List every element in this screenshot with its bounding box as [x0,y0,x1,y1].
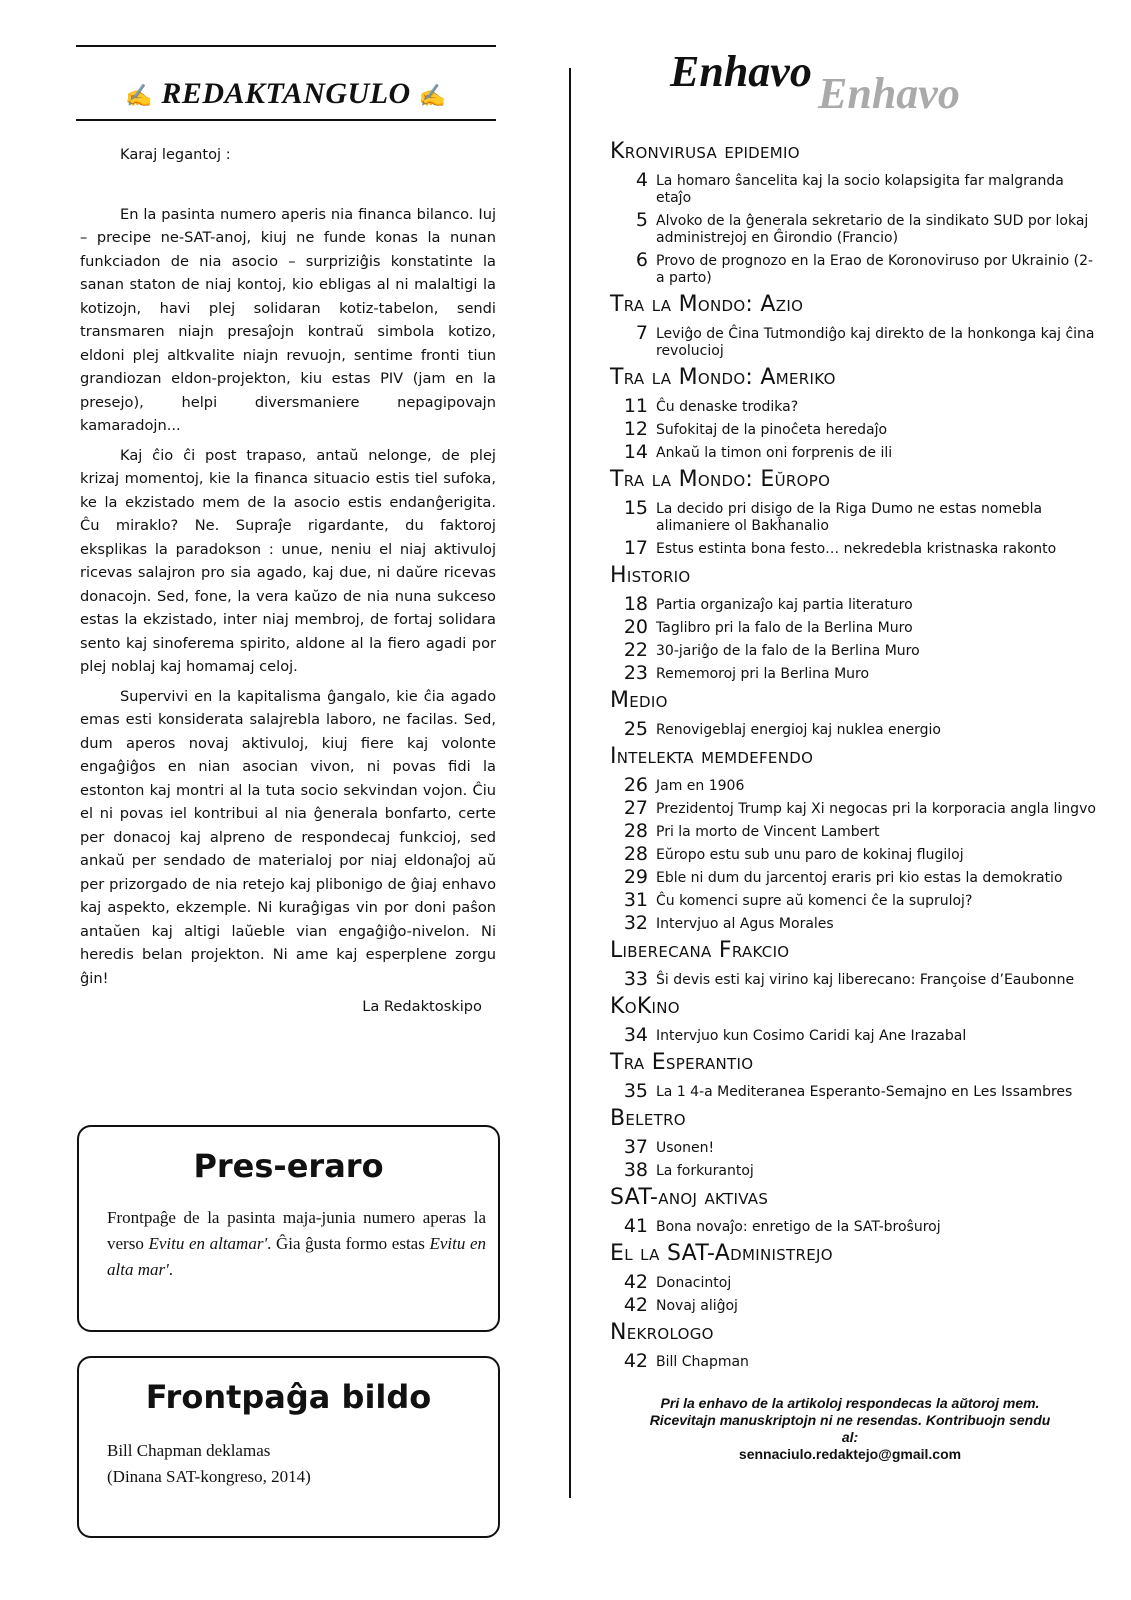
toc-section-title: KoKino [610,994,680,1019]
toc-page-number: 17 [623,537,648,559]
toc-entry[interactable] [610,251,1100,287]
erratum-text-part: . Ĝia ĝusta formo estas [267,1234,430,1253]
toc-footnote [610,1395,1100,1463]
toc-entry[interactable] [610,1296,1100,1315]
toc-entry[interactable] [610,1352,1100,1371]
toc-entry[interactable] [610,664,1100,683]
toc-entry-title: La forkurantoj [656,1163,754,1179]
toc-entry-title: La decido pri disigo de la Riga Dumo ne estas nomebla alimaniere ol Bakĥanalio [656,501,1043,534]
toc-entry[interactable] [610,211,1100,247]
toc-section-title: Medio [610,688,668,713]
toc-page-number: 38 [623,1159,648,1181]
toc-entry-title: Intervjuo kun Cosimo Caridi kaj Ane Irazabal [656,1028,967,1044]
toc-page-number: 23 [623,662,648,684]
editorial-paragraph: Kaj ĉio ĉi post trapaso, antaŭ nelonge, de plej krizaj momentoj, kie la financa situacio estis tiel sufoka, ke la ekzistado mem de la asocio estis endanĝerigita. Ĉu miraklo? Ne. Supraĵe rigardante, du faktoroj eksplikas la paradokson : unue, neniu el niaj aktivuloj ricevas salajron pro sia agado, kaj due, ni daŭre ricevas donacojn. Sed, fone, la vera kaŭzo de nia nuna sukceso estas la ekzistado, inter niaj membroj, de fortaj solidara sento kaj sinoferema spirito, aldone al la fiero agadi por plej noblaj kaj homamaj celoj. [80,446,496,675]
toc-section-title: Tra la Mondo: Ameriko [610,365,836,390]
toc-list [610,137,1100,1371]
toc-page-number: 34 [623,1024,648,1046]
editorial-paragraph: Supervivi en la kapitalisma ĝangalo, kie ĉia agado emas esti konsiderata salajrebla laboro, ne facilas. Sed, dum aperos novaj aktivuloj, kiuj fiere kaj volonte engaĝiĝos en nian asocian vivon, ni povas fidi la estonton kaj montri al la tuta socio sekvindan vojon. Ĉiu el ni povas iel kontribui al nia ĝenerala bonfarto, certe per donacoj kaj alpreno de respondecaj funkcioj, sed ankaŭ per sendado de materialoj por niaj eldonaĵoj aŭ per prizorgado de nia retejo kaj plibonigo de ĝiaj enhavo kaj aspekto, ekzemple. Ni kuraĝigas vin por doni paŝon antaŭen kaj altigi laŭeble vian engaĝiĝo-nivelon. Ni heredis belan projekton. Ni ame kaj esperplene zorgu ĝin! [80,687,496,987]
toc-entry-title: Bill Chapman [656,1354,749,1370]
toc-entry-title: Eŭropo estu sub unu paro de kokinaj flugiloj [656,847,964,863]
erratum-box [77,1125,500,1332]
toc-entry[interactable] [610,595,1100,614]
toc-entry-title: Estus estinta bona festo… nekredebla kristnaska rakonto [656,541,1057,557]
toc-page-number: 32 [623,912,648,934]
toc-page-number: 25 [623,718,648,740]
toc-entry[interactable] [610,618,1100,637]
toc-page-number: 28 [623,820,648,842]
toc-page-number: 29 [623,866,648,888]
toc-entry-title: Rememoroj pri la Berlina Muro [656,666,870,682]
toc-entry[interactable] [610,420,1100,439]
toc-entry[interactable] [610,891,1100,910]
toc-page-number: 22 [623,639,648,661]
toc-entry-title: La homaro ŝancelita kaj la socio kolapsigita far malgranda etaĵo [656,173,1064,206]
toc-page-number: 42 [623,1271,648,1293]
toc-entry[interactable] [610,1217,1100,1236]
cover-title: Frontpaĝa bildo [145,1378,432,1416]
toc-page-number: 26 [623,774,648,796]
toc-entry[interactable] [610,845,1100,864]
toc-entry[interactable] [610,443,1100,462]
editorial-greeting: Karaj legantoj : [120,146,231,163]
toc-entry-title: Taglibro pri la falo de la Berlina Muro [656,620,913,636]
toc-section-title: Tra la Mondo: Eŭropo [610,467,831,492]
cover-caption [107,1438,486,1490]
toc-section-title: Tra la Mondo: Azio [610,292,804,317]
toc-entry[interactable] [610,1026,1100,1045]
toc-entry-title: 30-jariĝo de la falo de la Berlina Muro [656,643,920,659]
editorial-title-text: REDAKTANGULO [161,77,411,110]
toc-page-number: 31 [623,889,648,911]
toc-heading [610,40,1100,135]
toc-entry-title: Leviĝo de Ĉina Tutmondiĝo kaj direkto de la honkonga kaj ĉina revolucioj [656,326,1095,359]
toc-page-number: 33 [623,968,648,990]
toc-entry-title: Bona novaĵo: enretigo de la SAT-broŝuroj [656,1219,941,1235]
toc-page-number: 28 [623,843,648,865]
erratum-text [107,1205,486,1283]
top-rule [76,45,496,47]
toc-page-number: 18 [623,593,648,615]
toc-entry[interactable] [610,1082,1100,1101]
toc-entry-title: Partia organizaĵo kaj partia literaturo [656,597,913,613]
toc-entry[interactable] [610,499,1100,535]
toc-entry[interactable] [610,970,1100,989]
toc-entry[interactable] [610,641,1100,660]
writing-hand-icon-right: ✍ [418,83,447,109]
toc-heading-text: Enhavo [670,47,812,96]
toc-section-title: Nekrologo [610,1320,714,1345]
toc-entry[interactable] [610,822,1100,841]
toc-page-number: 7 [635,322,648,344]
toc-entry-title: Usonen! [656,1140,715,1156]
toc-page-number: 6 [635,249,648,271]
toc-page-number: 11 [623,395,648,417]
toc-entry-title: Intervjuo al Agus Morales [656,916,834,932]
toc-column [610,40,1100,1463]
toc-section-title: Beletro [610,1106,686,1131]
toc-entry[interactable] [610,720,1100,739]
toc-entry[interactable] [610,776,1100,795]
toc-section-title: Kronvirusa epidemio [610,139,800,164]
toc-entry-title: Novaj aliĝoj [656,1298,738,1314]
toc-entry-title: Eble ni dum du jarcentoj eraris pri kio estas la demokratio [656,870,1063,886]
toc-page-number: 4 [635,169,648,191]
cover-line: (Dinana SAT-kongreso, 2014) [107,1467,311,1486]
footnote-text: Pri la enhavo de la artikoloj respondecas la aŭtoroj mem. Ricevitajn manuskriptojn ni ne resendas. Kontribuojn sendu al: [649,1395,1051,1445]
toc-page-number: 42 [623,1294,648,1316]
cover-line: Bill Chapman deklamas [107,1441,271,1460]
editorial-title [76,77,496,111]
toc-page-number: 42 [623,1350,648,1372]
toc-page-number: 35 [623,1080,648,1102]
column-divider [569,68,571,1498]
toc-section-title: Tra Esperantio [610,1050,754,1075]
editorial-signature: La Redaktoskipo [362,998,482,1015]
toc-entry-title: Donacintoj [656,1275,732,1291]
toc-entry[interactable] [610,799,1100,818]
toc-entry[interactable] [610,324,1100,360]
toc-page-number: 14 [623,441,648,463]
writing-hand-icon: ✍ [125,83,154,109]
toc-entry[interactable] [610,1273,1100,1292]
title-rule [76,119,496,121]
toc-section-title: SAT-anoj aktivas [610,1185,769,1210]
toc-section-title: Liberecana Frakcio [610,938,790,963]
toc-page-number: 12 [623,418,648,440]
erratum-wrong: Evitu en altamar' [148,1234,268,1253]
toc-section-title: Historio [610,563,691,588]
toc-page-number: 37 [623,1136,648,1158]
toc-entry-title: Provo de prognozo en la Erao de Koronoviruso por Ukrainio (2-a parto) [656,253,1094,286]
editorial-body [76,143,496,990]
contact-email[interactable]: sennaciulo.redaktejo@gmail.com [738,1446,962,1462]
toc-page-number: 5 [635,209,648,231]
toc-entry-title: Ĉu komenci supre aŭ komenci ĉe la supruloj? [656,893,973,909]
toc-section-title: El la SAT-Administrejo [610,1241,833,1266]
erratum-text-part: . [168,1260,173,1279]
toc-entry-title: Renovigeblaj energioj kaj nuklea energio [656,722,941,738]
toc-entry-title: Ĉu denaske trodika? [656,399,799,415]
toc-page-number: 15 [623,497,648,519]
toc-entry-title: Jam en 1906 [656,778,745,794]
toc-section-title: Intelekta memdefendo [610,744,814,769]
erratum-title: Pres-eraro [193,1147,384,1185]
toc-entry[interactable] [610,539,1100,558]
toc-entry-title: Ankaŭ la timon oni forprenis de ili [656,445,893,461]
erratum-right: Evitu en alta mar' [107,1234,487,1279]
toc-page-number: 20 [623,616,648,638]
toc-entry[interactable] [610,397,1100,416]
toc-entry[interactable] [610,868,1100,887]
toc-entry-title: Sufokitaj de la pinoĉeta heredaĵo [656,422,888,438]
toc-entry[interactable] [610,1138,1100,1157]
toc-entry[interactable] [610,914,1100,933]
erratum-text-part: Frontpaĝe de la pasinta maja-junia numero aperas la verso [107,1208,486,1253]
editorial-paragraph: En la pasinta numero aperis nia financa bilanco. Iuj – precipe ne-SAT-anoj, kiuj ne funde konas la nunan funkciadon de nia asocio – surpriziĝis konstatinte la sanan staton de niaj kontoj, kio ebligas al ni malaltigi la kotizojn, havi plej solidaran kotiz-tabelon, sendi transmaren niajn presaĵojn kontraŭ simbola kotizo, eldoni plej altkvalite niajn revuojn, sentime fronti tiun grandiozan eldon-projekton, kiu estas PIV (jam en la presejo), helpi diversmaniere nepagipovajn kamaradojn... [80,205,496,434]
toc-entry[interactable] [610,1161,1100,1180]
toc-entry-title: Ŝi devis esti kaj virino kaj liberecano: Françoise d’Eaubonne [656,972,1075,988]
toc-page-number: 27 [623,797,648,819]
editorial-column [76,45,496,1015]
toc-entry[interactable] [610,171,1100,207]
toc-heading-shadow: Enhavo [818,69,960,118]
toc-page-number: 41 [623,1215,648,1237]
toc-entry-title: La 1 4-a Mediteranea Esperanto-Semajno en Les Issambres [656,1084,1073,1100]
toc-entry-title: Alvoko de la ĝenerala sekretario de la sindikato SUD por lokaj administrejoj en Ĝirondio (Francio) [656,213,1089,246]
toc-entry-title: Pri la morto de Vincent Lambert [656,824,880,840]
toc-entry-title: Prezidentoj Trump kaj Xi negocas pri la korporacia angla lingvo [656,801,1096,817]
cover-box [77,1356,500,1538]
